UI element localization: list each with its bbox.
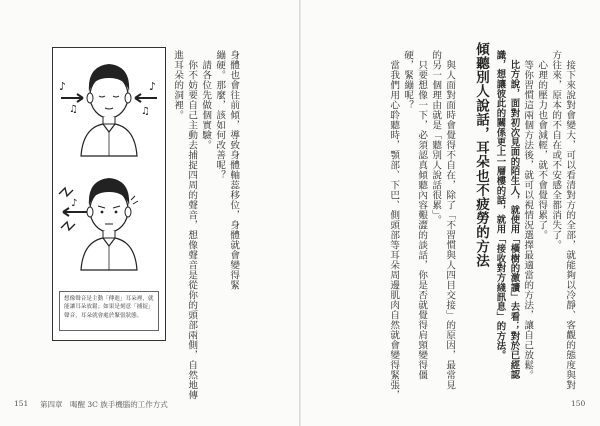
section-heading: 傾聽別人說話，耳朵也不疲勞的方法 <box>473 42 489 268</box>
right-text-col-8: 與人面對面時會覺得不自在，除了「不習慣與人四目交接」的原因，最常見 <box>444 50 456 390</box>
illustration-caption: 想像聲音是主動「傳進」耳朵裡，就能讓耳朵放鬆；如果是刻意「捕捉」聲音，耳朵就會處於緊張狀態。 <box>59 291 159 331</box>
illustration-box <box>52 47 166 341</box>
left-text-col-3: 請各位先做個實驗。 <box>200 50 212 150</box>
right-text-col-4: 等你習慣這兩個方法後，就可以視情況選擇最適當的方法，讓自己放鬆。 <box>522 50 534 380</box>
right-text-col-5: 比方說，面對初次見面的陌生人，就使用「橫樹的激讀」去看；對於已經認 <box>508 50 520 380</box>
right-text-col-10: 只要想像一下，必須認真傾聽內容艱澀的談話，你是否就覺得肩頸變得僵 <box>416 50 428 380</box>
right-text-col-9: 的另一個理由就是「聽別人說話很累」。 <box>430 50 442 226</box>
left-page-number: 151 <box>14 399 29 408</box>
svg-text:♫: ♫ <box>69 104 78 115</box>
right-page-number: 150 <box>571 399 586 408</box>
relaxed-listener-illustration <box>53 48 165 168</box>
right-text-col-11: 硬，緊繃呢？ <box>402 50 414 110</box>
right-text-col-12: 當我們用心聆聽時，顎部、下巴、側頭部等耳朵周邊肌肉自然就會變得緊張， <box>388 50 400 400</box>
left-text-col-4: 你不妨要自己主動去捕捉四周的聲音，想像聲音是從你的頭部兩側，自然地傳 <box>186 50 198 400</box>
svg-text:♪: ♪ <box>59 80 67 93</box>
right-page <box>301 0 600 426</box>
svg-text:♪: ♪ <box>71 198 78 209</box>
right-text-col-3: 心理的壓力也會減輕，就不會覺得累了。 <box>536 50 548 240</box>
right-text-col-1: 接下來說對會變大，可以看清對方的全部，就能夠以冷靜、客觀的態度與對 <box>564 50 576 390</box>
svg-text:♪: ♪ <box>149 80 157 93</box>
tense-listener-illustration <box>53 166 165 286</box>
left-page <box>0 0 299 426</box>
left-text-col-2: 繃硬。那麼，該如何改善呢？ <box>214 50 226 180</box>
left-running-footer: 第四章 喝醒 3C 族手機腦的工作方式 <box>40 400 168 409</box>
left-text-col-1: 身體也會往前傾，導致身體軸蕊移位，身體就會變得緊 <box>228 50 240 290</box>
left-text-col-5: 進耳朵的洞裡。 <box>172 50 184 120</box>
svg-text:♫: ♫ <box>141 106 150 117</box>
right-text-col-2: 方往來，原本的不自在或不安感全都消失了。 <box>550 50 562 250</box>
right-text-col-6: 識，想讓彼此的關係更上一層樓的話，就用「接收對方綫訊息」的方法。 <box>494 50 506 361</box>
